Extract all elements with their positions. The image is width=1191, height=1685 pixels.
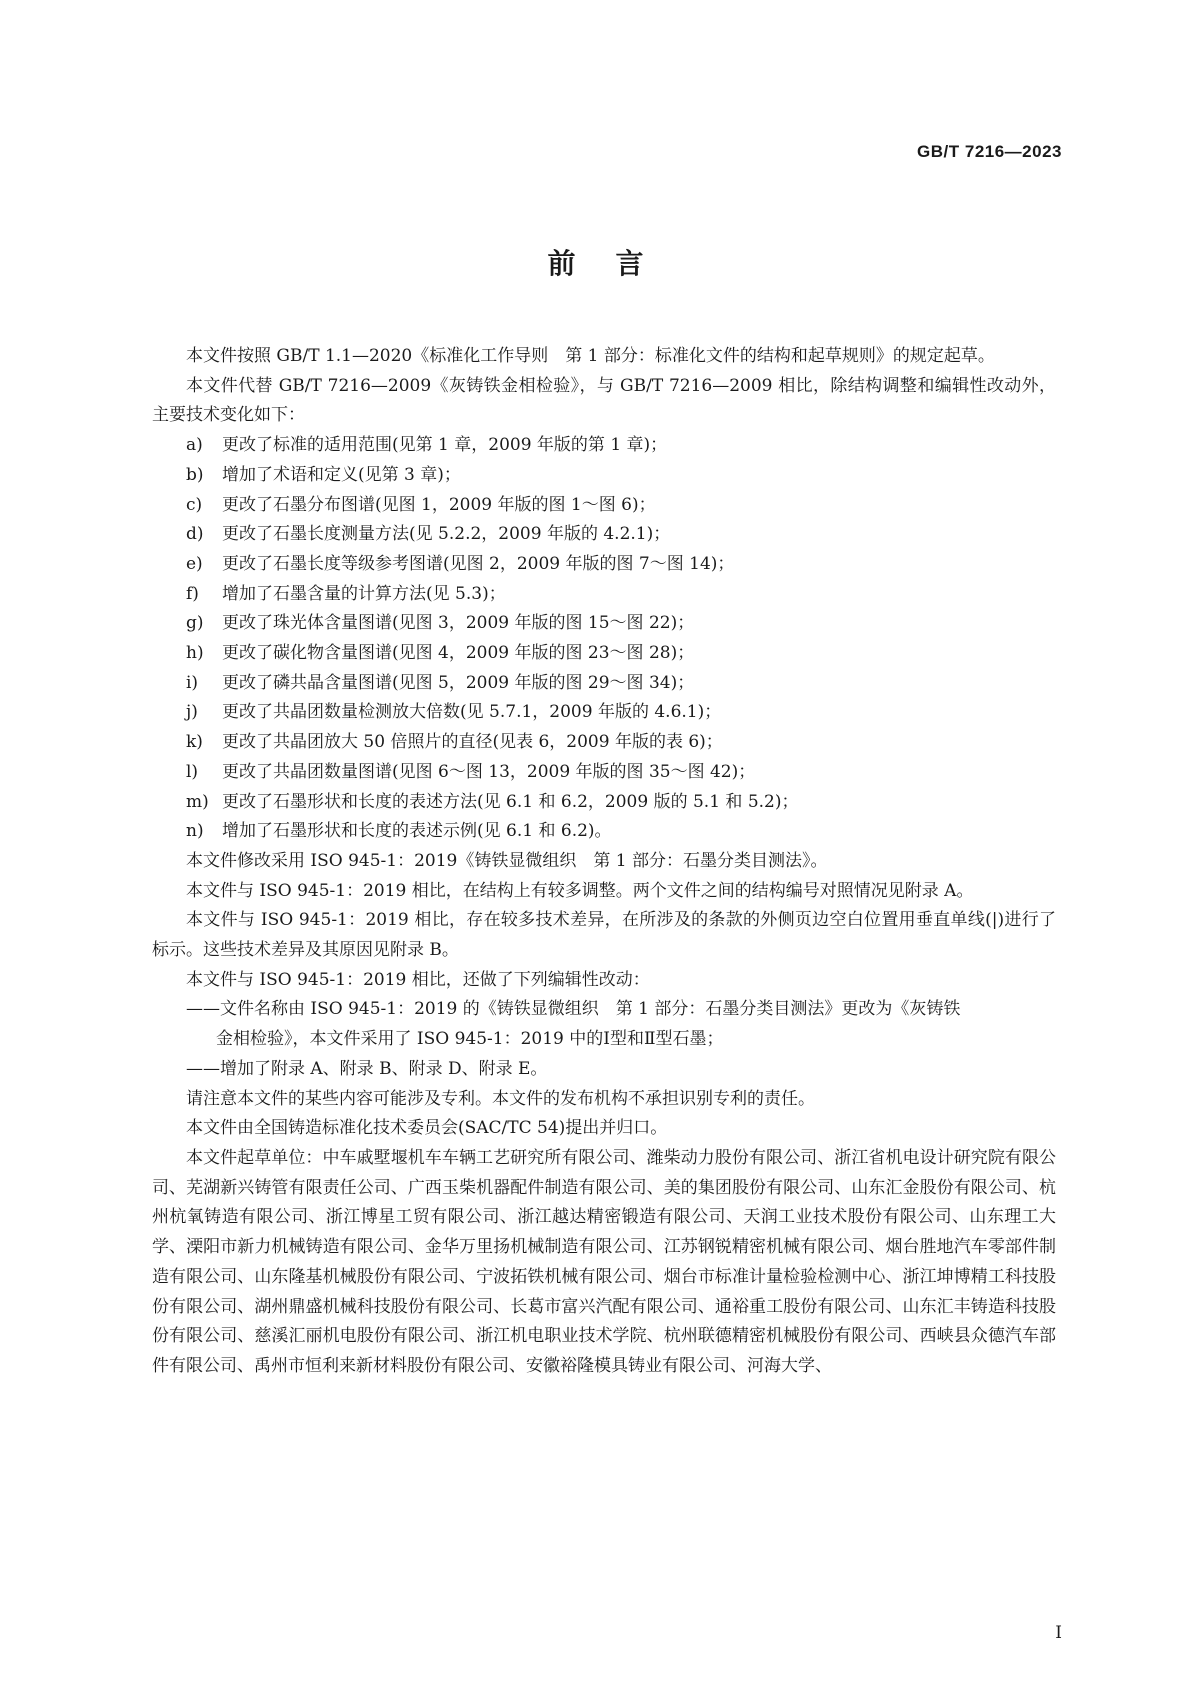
list-item-text: 更改了标准的适用范围(见第 1 章，2009 年版的第 1 章)； [222, 435, 668, 456]
list-item-text: 更改了石墨长度测量方法(见 5.2.2，2009 年版的 4.2.1)； [222, 524, 671, 545]
list-item [152, 520, 1056, 550]
dash-item-continuation: 金相检验》，本文件采用了 ISO 945-1：2019 中的Ⅰ型和Ⅱ型石墨； [216, 1029, 724, 1050]
paragraph-adoption: 本文件修改采用 ISO 945-1：2019《铸铁显微组织 第 1 部分：石墨分类目测法》。 [186, 850, 828, 871]
paragraph-patent-notice: 请注意本文件的某些内容可能涉及专利。本文件的发布机构不承担识别专利的责任。 [186, 1088, 815, 1109]
dash-item-line: ——文件名称由 ISO 945-1：2019 的《铸铁显微组织 第 1 部分：石墨分类目测法》更改为《灰铸铁 [186, 999, 961, 1020]
list-item-label: g) [186, 613, 204, 634]
list-item [152, 817, 1056, 847]
editorial-changes-list [152, 995, 1056, 1084]
list-item-text: 更改了磷共晶含量图谱(见图 5，2009 年版的图 29～图 34)； [222, 672, 695, 693]
list-item-text: 增加了石墨含量的计算方法(见 5.3)； [222, 583, 506, 604]
list-item [152, 461, 1056, 491]
list-item [152, 758, 1056, 788]
list-item-label: j) [186, 702, 198, 723]
list-item-text: 增加了石墨形状和长度的表述示例(见 6.1 和 6.2)。 [222, 821, 612, 842]
list-item-text: 更改了共晶团放大 50 倍照片的直径(见表 6，2009 年版的表 6)； [222, 732, 723, 753]
paragraph-technical-differences: 本文件与 ISO 945-1：2019 相比，存在较多技术差异，在所涉及的条款的外侧页边空白位置用垂直单线(|)进行了标示。这些技术差异及其原因见附录 B。 [152, 910, 1056, 961]
paragraph-replaces: 本文件代替 GB/T 7216—2009《灰铸铁金相检验》，与 GB/T 7216—2009 相比，除结构调整和编辑性改动外，主要技术变化如下： [152, 375, 1056, 426]
list-item [152, 788, 1056, 818]
foreword-body [152, 342, 1056, 1382]
list-item [152, 669, 1056, 699]
list-item-label: f) [186, 583, 199, 604]
list-item [152, 728, 1056, 758]
list-item-text: 更改了共晶团数量图谱(见图 6～图 13，2009 年版的图 35～图 42)； [222, 761, 756, 782]
list-item [152, 609, 1056, 639]
list-item-label: d) [186, 524, 204, 545]
list-item [152, 639, 1056, 669]
standard-code: GB/T 7216—2023 [917, 142, 1062, 161]
list-item-label: n) [186, 821, 204, 842]
list-item [152, 698, 1056, 728]
list-item-label: m) [186, 791, 209, 812]
list-item-text: 更改了共晶团数量检测放大倍数(见 5.7.1，2009 年版的 4.6.1)； [222, 702, 722, 723]
list-item-label: a) [186, 435, 203, 456]
list-item-text: 增加了术语和定义(见第 3 章)； [222, 464, 461, 485]
list-item-label: h) [186, 643, 204, 664]
paragraph-committee: 本文件由全国铸造标准化技术委员会(SAC/TC 54)提出并归口。 [186, 1118, 668, 1139]
list-item [152, 491, 1056, 521]
list-item-text: 更改了珠光体含量图谱(见图 3，2009 年版的图 15～图 22)； [222, 613, 695, 634]
list-item [152, 550, 1056, 580]
list-item-text: 更改了碳化物含量图谱(见图 4，2009 年版的图 23～图 28)； [222, 643, 695, 664]
page-title: 前言 [547, 247, 684, 280]
list-item [152, 580, 1056, 610]
list-item-label: k) [186, 732, 203, 753]
page-number: I [1055, 1623, 1062, 1643]
list-item-text: 更改了石墨长度等级参考图谱(见图 2，2009 年版的图 7～图 14)； [222, 553, 735, 574]
paragraph-drafting-units: 本文件起草单位：中车戚墅堰机车车辆工艺研究所有限公司、潍柴动力股份有限公司、浙江省机电设计研究院有限公司、芜湖新兴铸管有限责任公司、广西玉柴机器配件制造有限公司、美的集团股份有限公司、山东汇金股份有限公司、杭州杭氧铸造有限公司、浙江博星工贸有限公司、浙江越达精密锻造有限公司、天润工业技术股份有限公司、山东理工大学、溧阳市新力机械铸造有限公司、金华万里扬机械制造有限公司、江苏钢锐精密机械有限公司、烟台胜地汽车零部件制造有限公司、山东隆基机械股份有限公司、宁波拓铁机械有限公司、烟台市标准计量检验检测中心、浙江坤博精工科技股份有限公司、湖州鼎盛机械科技股份有限公司、长葛市富兴汽配有限公司、通裕重工股份有限公司、山东汇丰铸造科技股份有限公司、慈溪汇丽机电股份有限公司、浙江机电职业技术学院、杭州联德精密机械股份有限公司、西峡县众德汽车部件有限公司、禹州市恒利来新材料股份有限公司、安徽裕隆模具铸业有限公司、河海大学、 [152, 1147, 1056, 1376]
paragraph-structure: 本文件与 ISO 945-1：2019 相比，在结构上有较多调整。两个文件之间的结构编号对照情况见附录 A。 [186, 880, 974, 901]
paragraph-drafting-rules: 本文件按照 GB/T 1.1—2020《标准化工作导则 第 1 部分：标准化文件的结构和起草规则》的规定起草。 [186, 346, 995, 366]
paragraph-editorial-intro: 本文件与 ISO 945-1：2019 相比，还做了下列编辑性改动： [186, 969, 650, 990]
list-item-text: 更改了石墨分布图谱(见图 1，2009 年版的图 1～图 6)； [222, 494, 656, 515]
list-item-label: i) [186, 672, 199, 693]
dash-item-line: ——增加了附录 A、附录 B、附录 D、附录 E。 [186, 1058, 548, 1079]
list-item-text: 更改了石墨形状和长度的表述方法(见 6.1 和 6.2，2009 版的 5.1 和 5.2)； [222, 791, 799, 812]
technical-changes-list [152, 431, 1056, 847]
list-item-label: b) [186, 464, 204, 485]
list-item-label: e) [186, 553, 203, 574]
list-item-label: l) [186, 761, 199, 782]
list-item [152, 431, 1056, 461]
list-item-label: c) [186, 494, 203, 515]
